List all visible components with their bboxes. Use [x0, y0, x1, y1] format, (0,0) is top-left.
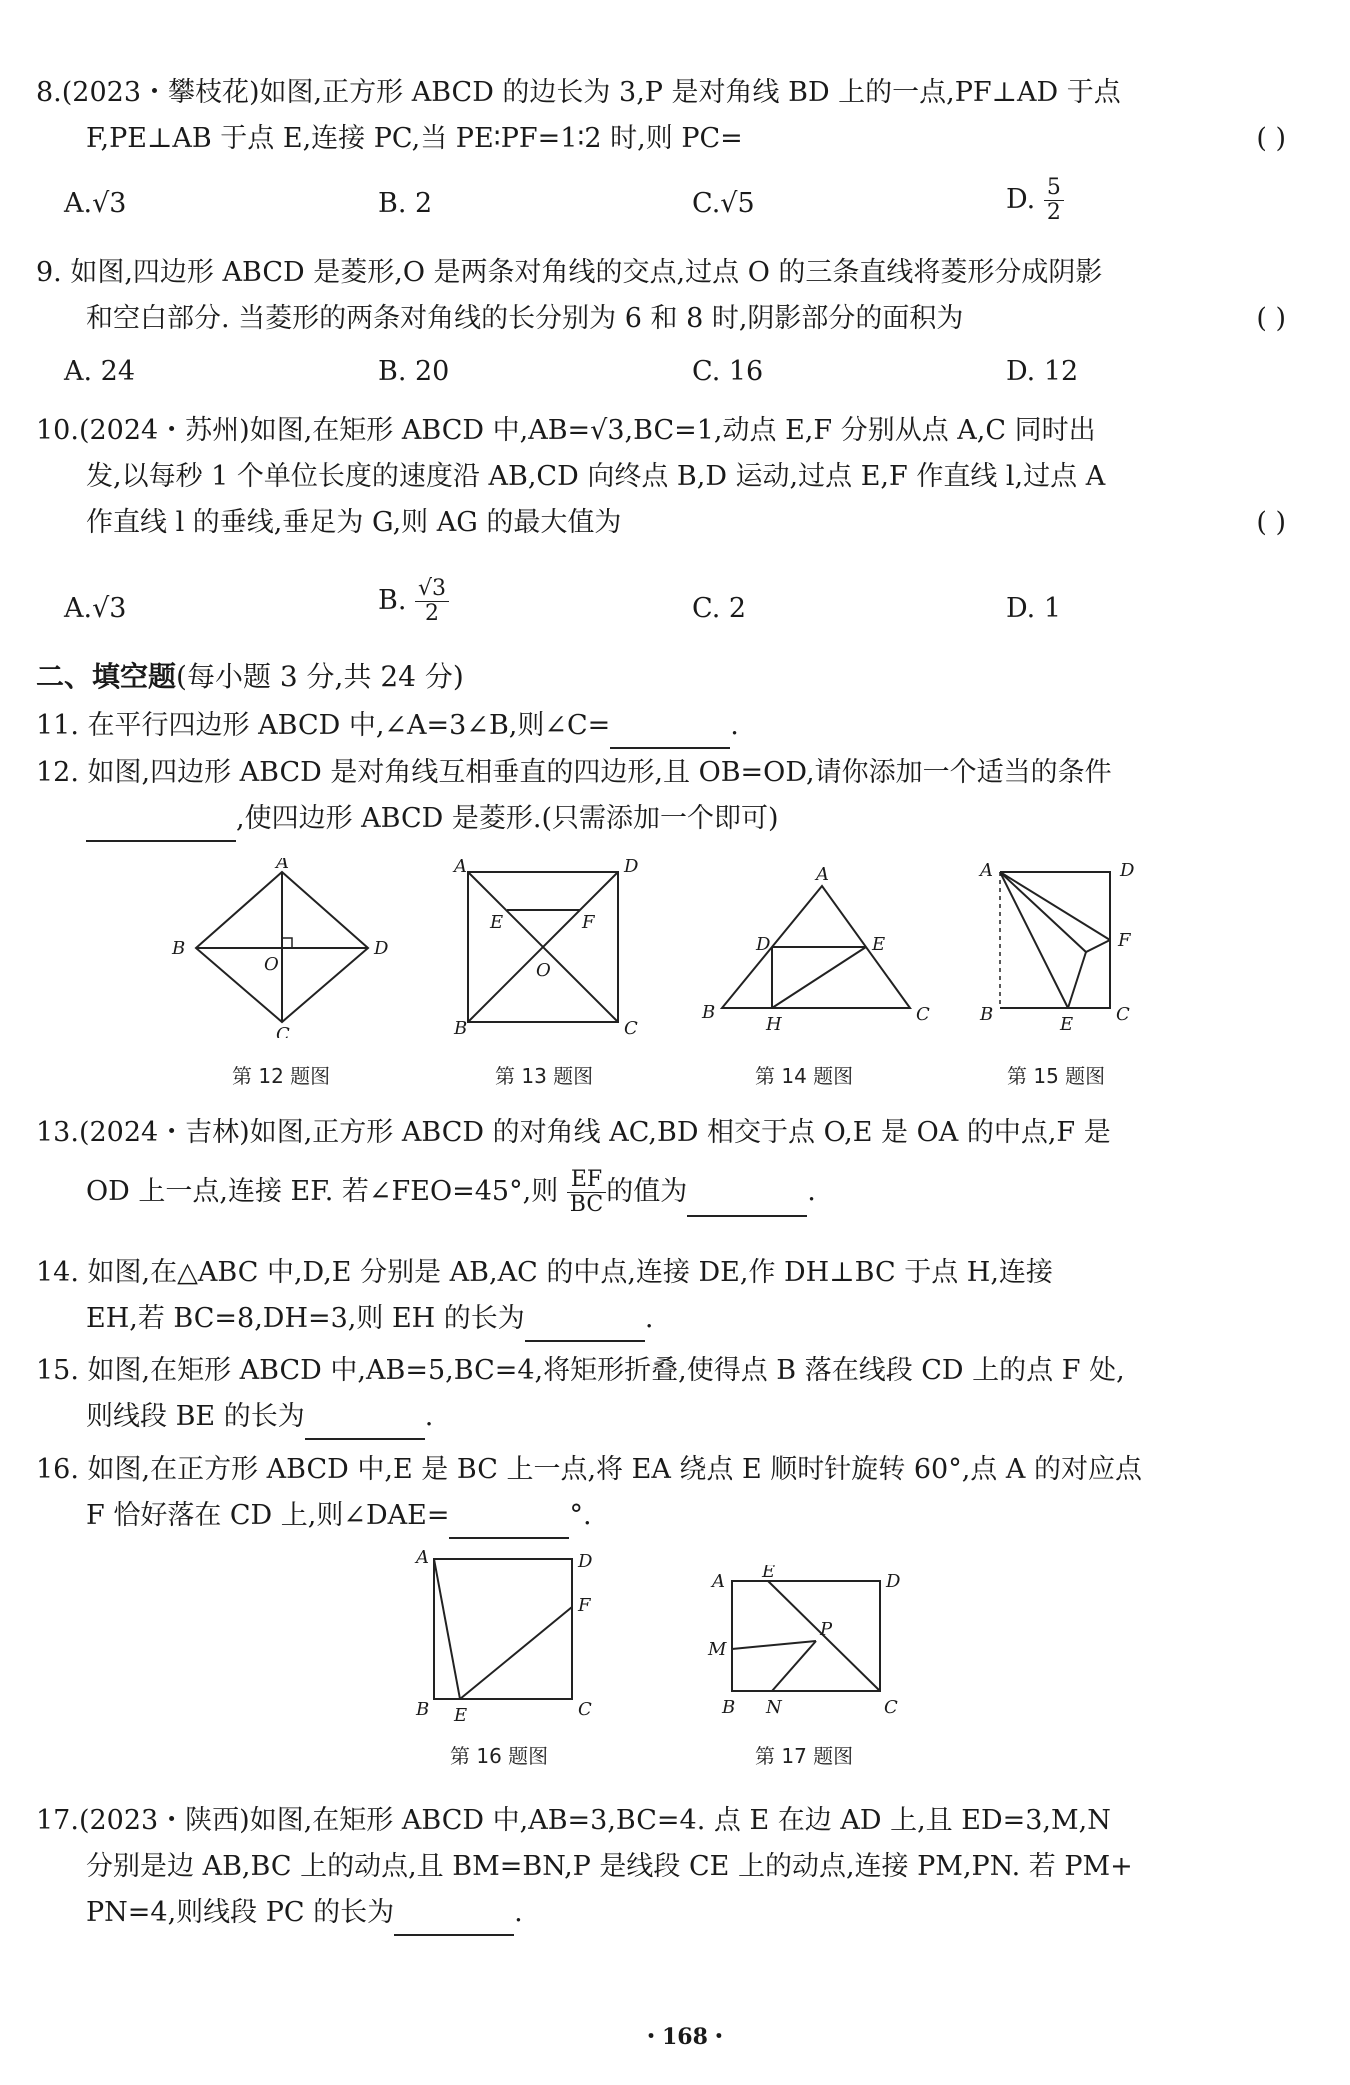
q9-option-a: A. 24 — [64, 356, 136, 387]
question-15: 15. 如图,在矩形 ABCD 中,AB=5,BC=4,将矩形折叠,使得点 B 落在线段 CD 上的点 F 处, 则线段 BE 的长为 . — [36, 1348, 1286, 1440]
question-12 — [36, 750, 1286, 842]
fig17-label-m: M — [708, 1639, 727, 1660]
q9-option-c: C. 16 — [692, 356, 764, 387]
fig14-label-d: D — [756, 934, 771, 955]
q11-text: 11. 在平行四边形 ABCD 中,∠A=3∠B,则∠C= — [36, 710, 611, 741]
q10-answer-paren: ( ) — [1256, 507, 1286, 538]
fig16-label-a: A — [416, 1547, 429, 1568]
fig13-label-f: F — [582, 912, 595, 933]
fig13-label-o: O — [536, 960, 551, 981]
fig13-label-d: D — [624, 858, 639, 877]
q10-option-b-fraction: $\frac{√3}{2}$ — [415, 577, 449, 626]
fig16-label-c: C — [578, 1699, 592, 1720]
fig13-label-a: A — [454, 858, 467, 877]
q10-line2: 发,以每秒 1 个单位长度的速度沿 AB,CD 向终点 B,D 运动,过点 E,F 作直线 l,过点 A — [86, 461, 1106, 492]
q9-option-b: B. 20 — [378, 356, 450, 387]
q9-line2: 和空白部分. 当菱形的两条对角线的长分别为 6 和 8 时,阴影部分的面积为 ( ) — [36, 296, 1286, 342]
q8-option-a: A.√3 — [64, 188, 127, 219]
figure-14 — [690, 858, 930, 1042]
question-16: 16. 如图,在正方形 ABCD 中,E 是 BC 上一点,将 EA 绕点 E 顺时针旋转 60°,点 A 的对应点 F 恰好落在 CD 上,则∠DAE= °. — [36, 1447, 1286, 1539]
fig17-label-c: C — [884, 1697, 898, 1715]
question-14: 14. 如图,在△ABC 中,D,E 分别是 AB,AC 的中点,连接 DE,作 DH⊥BC 于点 H,连接 EH,若 BC=8,DH=3,则 EH 的长为 . — [36, 1250, 1286, 1342]
section-title: 二、填空题 — [36, 660, 177, 693]
fig15-label-c: C — [1116, 1004, 1130, 1025]
q8-line1: 8.(2023・攀枝花)如图,正方形 ABCD 的边长为 3,P 是对角线 BD 上的一点,PF⊥AD 于点 — [36, 77, 1121, 108]
q9-options — [64, 356, 1264, 406]
fig16-label-e: E — [454, 1705, 468, 1725]
fig12-label-b: B — [172, 938, 186, 959]
fig17-label-d: D — [886, 1571, 901, 1592]
q13-answer-blank[interactable] — [687, 1187, 807, 1217]
fig12-label-d: D — [374, 938, 389, 959]
figure-16-caption: 第 16 题图 — [450, 1744, 549, 1768]
q17-line2: 分别是边 AB,BC 上的动点,且 BM=BN,P 是线段 CE 上的动点,连接 PM,PN. 若 PM+ — [86, 1851, 1133, 1882]
q15-line2: 则线段 BE 的长为 — [86, 1401, 305, 1432]
fig12-label-c: C — [276, 1024, 290, 1038]
figure-12 — [160, 858, 400, 1042]
figure-17 — [700, 1565, 920, 1719]
q9-line1: 9. 如图,四边形 ABCD 是菱形,O 是两条对角线的交点,过点 O 的三条直线将菱形分成阴影 — [36, 257, 1103, 288]
figure-15 — [960, 858, 1170, 1042]
question-13: 13.(2024・吉林)如图,正方形 ABCD 的对角线 AC,BD 相交于点 O,E 是 OA 的中点,F 是 OD 上一点,连接 EF. 若∠FEO=45°,则 $\frac{EF}{BC}$ 的值为 . — [36, 1110, 1286, 1217]
q8-option-d: D. $\frac{5}{2}$ — [1006, 176, 1064, 225]
fig17-label-p: P — [820, 1619, 833, 1640]
figure-13 — [440, 858, 660, 1042]
q13-line2a: OD 上一点,连接 EF. 若∠FEO=45°,则 — [86, 1176, 559, 1207]
q10-option-a: A.√3 — [64, 593, 127, 624]
fig17-label-n: N — [766, 1697, 782, 1715]
fig14-label-b: B — [702, 1002, 716, 1023]
figure-12-caption: 第 12 题图 — [232, 1064, 331, 1088]
fig15-label-f: F — [1118, 930, 1131, 951]
q10-option-c: C. 2 — [692, 593, 747, 624]
q10-options — [64, 576, 1264, 643]
q9-option-d: D. 12 — [1006, 356, 1079, 387]
q17-line1: 17.(2023・陕西)如图,在矩形 ABCD 中,AB=3,BC=4. 点 E 在边 AD 上,且 ED=3,M,N — [36, 1805, 1111, 1836]
q11-answer-blank[interactable] — [610, 719, 730, 749]
q14-line1: 14. 如图,在△ABC 中,D,E 分别是 AB,AC 的中点,连接 DE,作 DH⊥BC 于点 H,连接 — [36, 1257, 1053, 1288]
q13-line1: 13.(2024・吉林)如图,正方形 ABCD 的对角线 AC,BD 相交于点 O,E 是 OA 的中点,F 是 — [36, 1117, 1111, 1148]
question-17: 17.(2023・陕西)如图,在矩形 ABCD 中,AB=3,BC=4. 点 E 在边 AD 上,且 ED=3,M,N 分别是边 AB,BC 上的动点,且 BM=BN,P 是线段 CE 上的动点,连接 PM,PN. 若 PM+ PN=4,则线段 PC 的长为 . — [36, 1798, 1286, 1936]
q14-answer-blank[interactable] — [525, 1312, 645, 1342]
q8-options — [64, 175, 1264, 238]
fig13-label-b: B — [454, 1018, 468, 1038]
q10-option-d: D. 1 — [1006, 593, 1062, 624]
q17-answer-blank[interactable] — [394, 1906, 514, 1936]
fig13-label-e: E — [490, 912, 504, 933]
q16-line1: 16. 如图,在正方形 ABCD 中,E 是 BC 上一点,将 EA 绕点 E 顺时针旋转 60°,点 A 的对应点 — [36, 1454, 1142, 1485]
figure-15-caption: 第 15 题图 — [1007, 1064, 1106, 1088]
q8-line2: F,PE⊥AB 于点 E,连接 PC,当 PE∶PF=1∶2 时,则 PC= ( ) — [36, 116, 1286, 162]
section-fill-in-blank — [36, 655, 464, 695]
q15-answer-blank[interactable] — [305, 1410, 425, 1440]
fig17-label-a: A — [712, 1571, 725, 1592]
fig12-label-o: O — [264, 954, 279, 975]
fig16-label-d: D — [578, 1551, 593, 1572]
fig17-label-e: E — [762, 1565, 776, 1582]
q12-line2: ,使四边形 ABCD 是菱形.(只需添加一个即可) — [236, 803, 779, 834]
fig16-label-f: F — [578, 1595, 591, 1616]
fig14-label-h: H — [766, 1014, 782, 1035]
question-9 — [36, 250, 1286, 342]
fig15-label-d: D — [1120, 860, 1135, 881]
figure-14-caption: 第 14 题图 — [755, 1064, 854, 1088]
q10-line1: 10.(2024・苏州)如图,在矩形 ABCD 中,AB=√3,BC=1,动点 E,F 分别从点 A,C 同时出 — [36, 415, 1096, 446]
figure-17-caption: 第 17 题图 — [755, 1744, 854, 1768]
question-8 — [36, 70, 1286, 162]
question-10 — [36, 408, 1286, 546]
q12-answer-blank[interactable] — [86, 812, 236, 842]
q8-option-c: C.√5 — [692, 188, 755, 219]
q8-answer-paren: ( ) — [1256, 123, 1286, 154]
fig15-label-e: E — [1060, 1014, 1074, 1035]
fig17-label-b: B — [722, 1697, 736, 1715]
q10-line3: 作直线 l 的垂线,垂足为 G,则 AG 的最大值为 ( ) — [36, 500, 1286, 546]
fig14-label-c: C — [916, 1004, 930, 1025]
question-11: 11. 在平行四边形 ABCD 中,∠A=3∠B,则∠C= . — [36, 703, 1286, 749]
fig13-label-c: C — [624, 1018, 638, 1038]
q8-option-d-fraction: $\frac{5}{2}$ — [1044, 176, 1064, 225]
fig12-label-a: A — [276, 858, 289, 873]
q16-answer-blank[interactable] — [449, 1509, 569, 1539]
q17-line3: PN=4,则线段 PC 的长为 — [86, 1897, 395, 1928]
fig15-label-a: A — [980, 860, 993, 881]
fig14-label-e: E — [872, 934, 886, 955]
q12-line1: 12. 如图,四边形 ABCD 是对角线互相垂直的四边形,且 OB=OD,请你添加一个适当的条件 — [36, 757, 1112, 788]
figure-13-caption: 第 13 题图 — [495, 1064, 594, 1088]
q15-line1: 15. 如图,在矩形 ABCD 中,AB=5,BC=4,将矩形折叠,使得点 B 落在线段 CD 上的点 F 处, — [36, 1355, 1125, 1386]
figure-16 — [410, 1545, 610, 1729]
section-note: (每小题 3 分,共 24 分) — [176, 660, 464, 693]
q16-line2: F 恰好落在 CD 上,则∠DAE= — [86, 1500, 450, 1531]
q10-option-b: B. $\frac{√3}{2}$ — [378, 577, 449, 626]
q9-answer-paren: ( ) — [1256, 303, 1286, 334]
fig15-label-b: B — [980, 1004, 994, 1025]
fig16-label-b: B — [416, 1699, 430, 1720]
q13-fraction: $\frac{EF}{BC}$ — [567, 1168, 606, 1217]
page-number: ・168・ — [640, 2024, 730, 2050]
q8-option-b: B. 2 — [378, 188, 433, 219]
fig14-label-a: A — [816, 864, 829, 885]
q14-line2: EH,若 BC=8,DH=3,则 EH 的长为 — [86, 1303, 525, 1334]
